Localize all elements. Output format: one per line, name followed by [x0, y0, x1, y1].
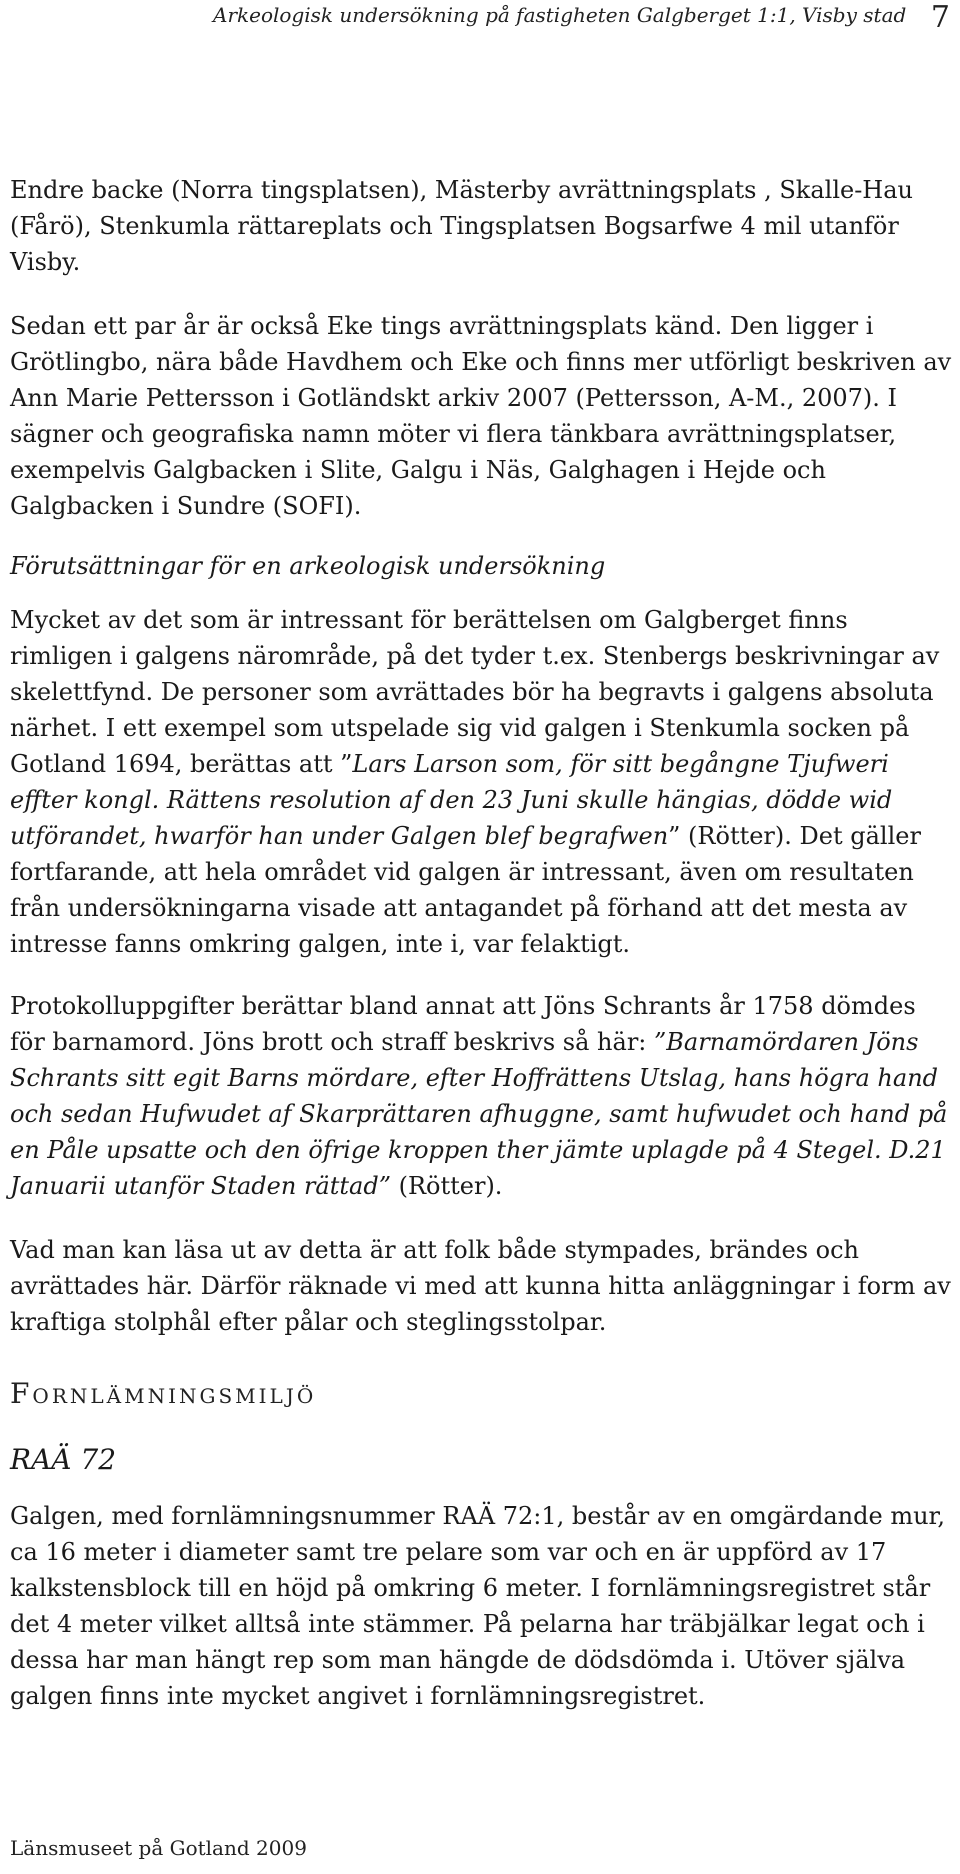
subheading-prerequisites: Förutsättningar för en arkeologisk undersökning	[10, 552, 606, 580]
section-heading-environment: Fornlämningsmiljö	[10, 1377, 317, 1410]
paragraph-3	[10, 602, 955, 962]
page-footer: Länsmuseet på Gotland 2009	[10, 1836, 307, 1860]
paragraph-5: Vad man kan läsa ut av detta är att folk både stympades, brändes och avrättades här. Därför räknade vi med att kunna hitta anläggningar i form av kraftiga stolphål efter pålar och steglingsstolpar.	[10, 1236, 951, 1336]
paragraph-6: Galgen, med fornlämningsnummer RAÄ 72:1, består av en omgärdande mur, ca 16 meter i diameter samt tre pelare som var och en är uppförd av 17 kalkstensblock till en höjd på omkring 6 meter. I fornlämningsregistret står det 4 meter vilket alltså inte stämmer. På pelarna har träbjälkar legat och i dessa har man hängt rep som man hängde de dödsdömda i. Utöver själva galgen finns inte mycket angivet i fornlämningsregistret.	[10, 1502, 945, 1710]
paragraph-2: Sedan ett par år är också Eke tings avrättningsplats känd. Den ligger i Grötlingbo, nära både Havdhem och Eke och finns mer utförligt beskriven av Ann Marie Pettersson i Gotländskt arkiv 2007 (Pettersson, A-M., 2007). I sägner och geografiska namn möter vi flera tänkbara avrättningsplatser, exempelvis Galgbacken i Slite, Galgu i Näs, Galghagen i Hejde och Galgbacken i Sundre (SOFI).	[10, 312, 952, 520]
running-title: Arkeologisk undersökning på fastigheten Galgberget 1:1, Visby stad	[213, 3, 907, 27]
paragraph-4	[10, 988, 955, 1204]
paragraph-4-text-b: (Rötter).	[390, 1172, 503, 1200]
subheading-raa72: RAÄ 72	[10, 1443, 117, 1476]
page-header	[0, 0, 960, 40]
paragraph-4-quote: ”Barnamördaren Jöns Schrants sitt egit Barns mördare, efter Hoffrättens Utslag, hans högra hand och sedan Hufwudet af Skarprättaren afhuggne, samt hufwudet och hand på en Påle upsatte och den öfrige kroppen ther jämte uplagde på 4 Stegel. D.21 Januarii utanför Staden rättad”	[10, 1028, 948, 1200]
paragraph-1: Endre backe (Norra tingsplatsen), Mästerby avrättningsplats , Skalle-Hau (Fårö), Stenkumla rättareplats och Tingsplatsen Bogsarfwe 4 mil utanför Visby.	[10, 176, 913, 276]
main-content	[10, 172, 955, 1714]
paragraph-3-quote: Lars Larson som, för sitt begångne Tjufweri effter kongl. Rättens resolution af den 23 Juni skulle hängias, dödde wid utförandet, hwarför han under Galgen blef begrafwen	[10, 750, 893, 850]
paragraph-3-text-b: ” (Rötter). Det gäller fortfarande, att hela området vid galgen är intressant, även om resultaten från undersökningarna visade att antagandet på förhand att det mesta av intresse fanns omkring galgen, inte i, var felaktigt.	[10, 822, 921, 958]
paragraph-3-text-a: Mycket av det som är intressant för berättelsen om Galgberget finns rimligen i galgens närområde, på det tyder t.ex. Stenbergs beskrivningar av skelettfynd. De personer som avrättades bör ha begravts i galgens absoluta närhet. I ett exempel som utspelade sig vid galgen i Stenkumla socken på Gotland 1694, berättas att ”	[10, 606, 940, 778]
paragraph-4-text-a: Protokolluppgifter berättar bland annat att Jöns Schrants år 1758 dömdes för barnamord. Jöns brott och straff beskrivs så här:	[10, 992, 916, 1056]
page-number: 7	[930, 0, 950, 35]
